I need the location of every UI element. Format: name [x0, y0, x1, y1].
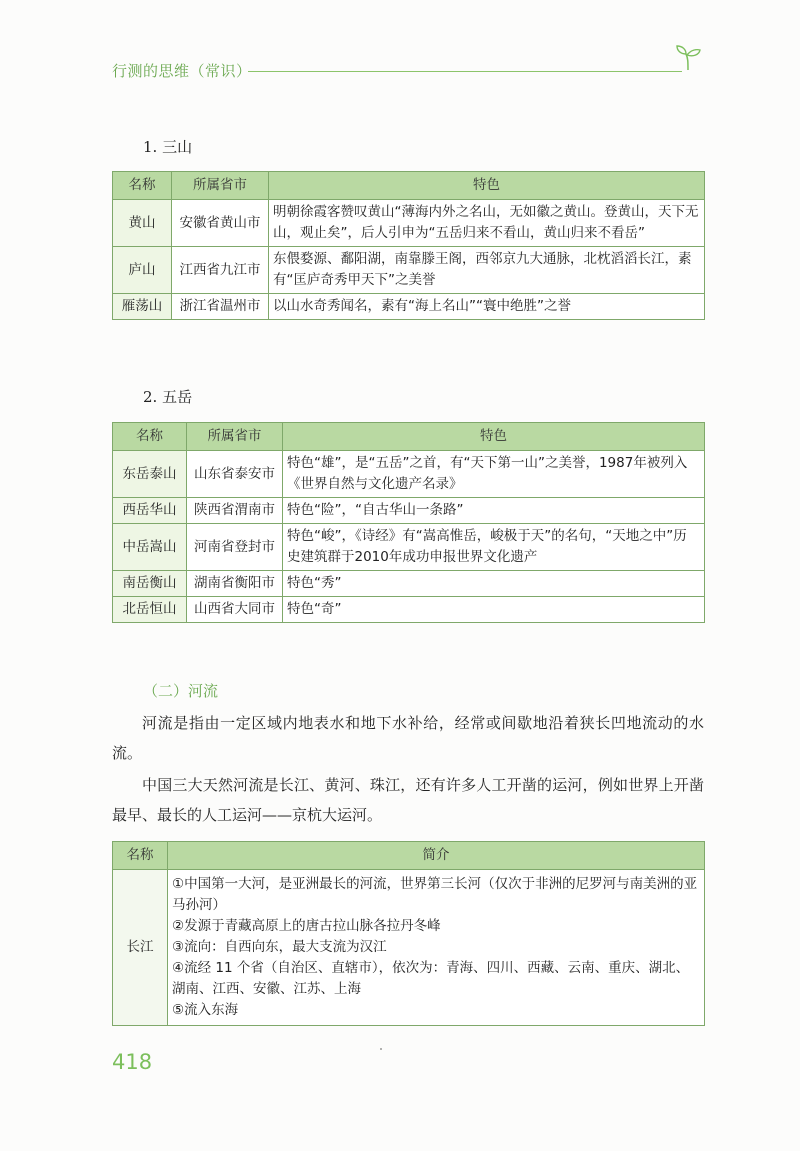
mountain-location: 江西省九江市 — [172, 247, 269, 294]
print-mark — [380, 1048, 382, 1050]
column-header: 特色 — [283, 423, 705, 451]
table-row — [113, 524, 705, 571]
column-header: 名称 — [113, 423, 187, 451]
peak-feature: 特色“险”，“自古华山一条路” — [283, 498, 705, 524]
section-title-three-mountains: 1. 三山 — [143, 138, 193, 156]
peak-location: 河南省登封市 — [187, 524, 283, 571]
yangtze-table — [112, 841, 705, 1026]
column-header: 名称 — [113, 842, 168, 870]
table-row — [113, 597, 705, 623]
intro-point: ①中国第一大河，是亚洲最长的河流，世界第三长河（仅次于非洲的尼罗河与南美洲的亚马孙河） — [172, 876, 698, 913]
peak-location: 山西省大同市 — [187, 597, 283, 623]
table-row — [113, 451, 705, 498]
mountain-location: 安徽省黄山市 — [172, 200, 269, 247]
sprout-icon — [674, 42, 702, 72]
rivers-heading: （二）河流 — [143, 682, 219, 700]
mountain-feature: 东偎婺源、鄱阳湖，南靠滕王阁，西邻京九大通脉，北枕滔滔长江，素有“匡庐奇秀甲天下”之美誉 — [269, 247, 705, 294]
intro-point: ③流向：自西向东，最大支流为汉江 — [172, 939, 387, 955]
mountain-location: 浙江省温州市 — [172, 294, 269, 320]
table-header-row — [113, 172, 705, 200]
three-mountains-table — [112, 171, 705, 320]
rivers-paragraph-2: 中国三大天然河流是长江、黄河、珠江，还有许多人工开凿的运河，例如世界上开凿最早、最长的人工运河——京杭大运河。 — [112, 776, 704, 824]
table-row — [113, 571, 705, 597]
peak-feature: 特色“雄”，是“五岳”之首，有“天下第一山”之美誉，1987年被列入《世界自然与文化遗产名录》 — [283, 451, 705, 498]
table-row — [113, 498, 705, 524]
mountain-feature: 明朝徐霞客赞叹黄山“薄海内外之名山，无如徽之黄山。登黄山，天下无山，观止矣”，后人引申为“五岳归来不看山，黄山归来不看岳” — [269, 200, 705, 247]
rivers-paragraph-1: 河流是指由一定区域内地表水和地下水补给，经常或间歇地沿着狭长凹地流动的水流。 — [112, 714, 704, 762]
column-header: 简介 — [168, 842, 705, 870]
table-row — [113, 200, 705, 247]
peak-name: 东岳泰山 — [113, 451, 187, 498]
peak-name: 北岳恒山 — [113, 597, 187, 623]
column-header: 特色 — [269, 172, 705, 200]
peak-feature: 特色“峻”，《诗经》有“嵩高惟岳，峻极于天”的名句，“天地之中”历史建筑群于2010年成功申报世界文化遗产 — [283, 524, 705, 571]
column-header: 名称 — [113, 172, 172, 200]
table-row — [113, 247, 705, 294]
page-header — [112, 58, 702, 82]
peak-location: 陕西省渭南市 — [187, 498, 283, 524]
table-row — [113, 870, 705, 1026]
five-peaks-table — [112, 422, 705, 623]
page-number: 418 — [112, 1050, 153, 1074]
section-title-five-peaks: 2. 五岳 — [143, 388, 193, 406]
header-rule — [248, 71, 682, 72]
mountain-name: 庐山 — [113, 247, 172, 294]
peak-feature: 特色“奇” — [283, 597, 705, 623]
table-header-row — [113, 842, 705, 870]
mountain-feature: 以山水奇秀闻名，素有“海上名山”“寰中绝胜”之誉 — [269, 294, 705, 320]
peak-feature: 特色“秀” — [283, 571, 705, 597]
column-header: 所属省市 — [172, 172, 269, 200]
peak-location: 湖南省衡阳市 — [187, 571, 283, 597]
table-header-row — [113, 423, 705, 451]
mountain-name: 黄山 — [113, 200, 172, 247]
peak-location: 山东省泰安市 — [187, 451, 283, 498]
column-header: 所属省市 — [187, 423, 283, 451]
river-intro — [168, 870, 705, 1026]
peak-name: 中岳嵩山 — [113, 524, 187, 571]
peak-name: 南岳衡山 — [113, 571, 187, 597]
peak-name: 西岳华山 — [113, 498, 187, 524]
intro-point: ⑤流入东海 — [172, 1002, 239, 1018]
river-name: 长江 — [113, 870, 168, 1026]
running-title: 行测的思维（常识） — [112, 62, 252, 80]
intro-point: ④流经 11 个省（自治区、直辖市），依次为：青海、四川、西藏、云南、重庆、湖北、湖南、江西、安徽、江苏、上海 — [172, 960, 690, 997]
table-row — [113, 294, 705, 320]
mountain-name: 雁荡山 — [113, 294, 172, 320]
intro-point: ②发源于青藏高原上的唐古拉山脉各拉丹冬峰 — [172, 918, 441, 934]
